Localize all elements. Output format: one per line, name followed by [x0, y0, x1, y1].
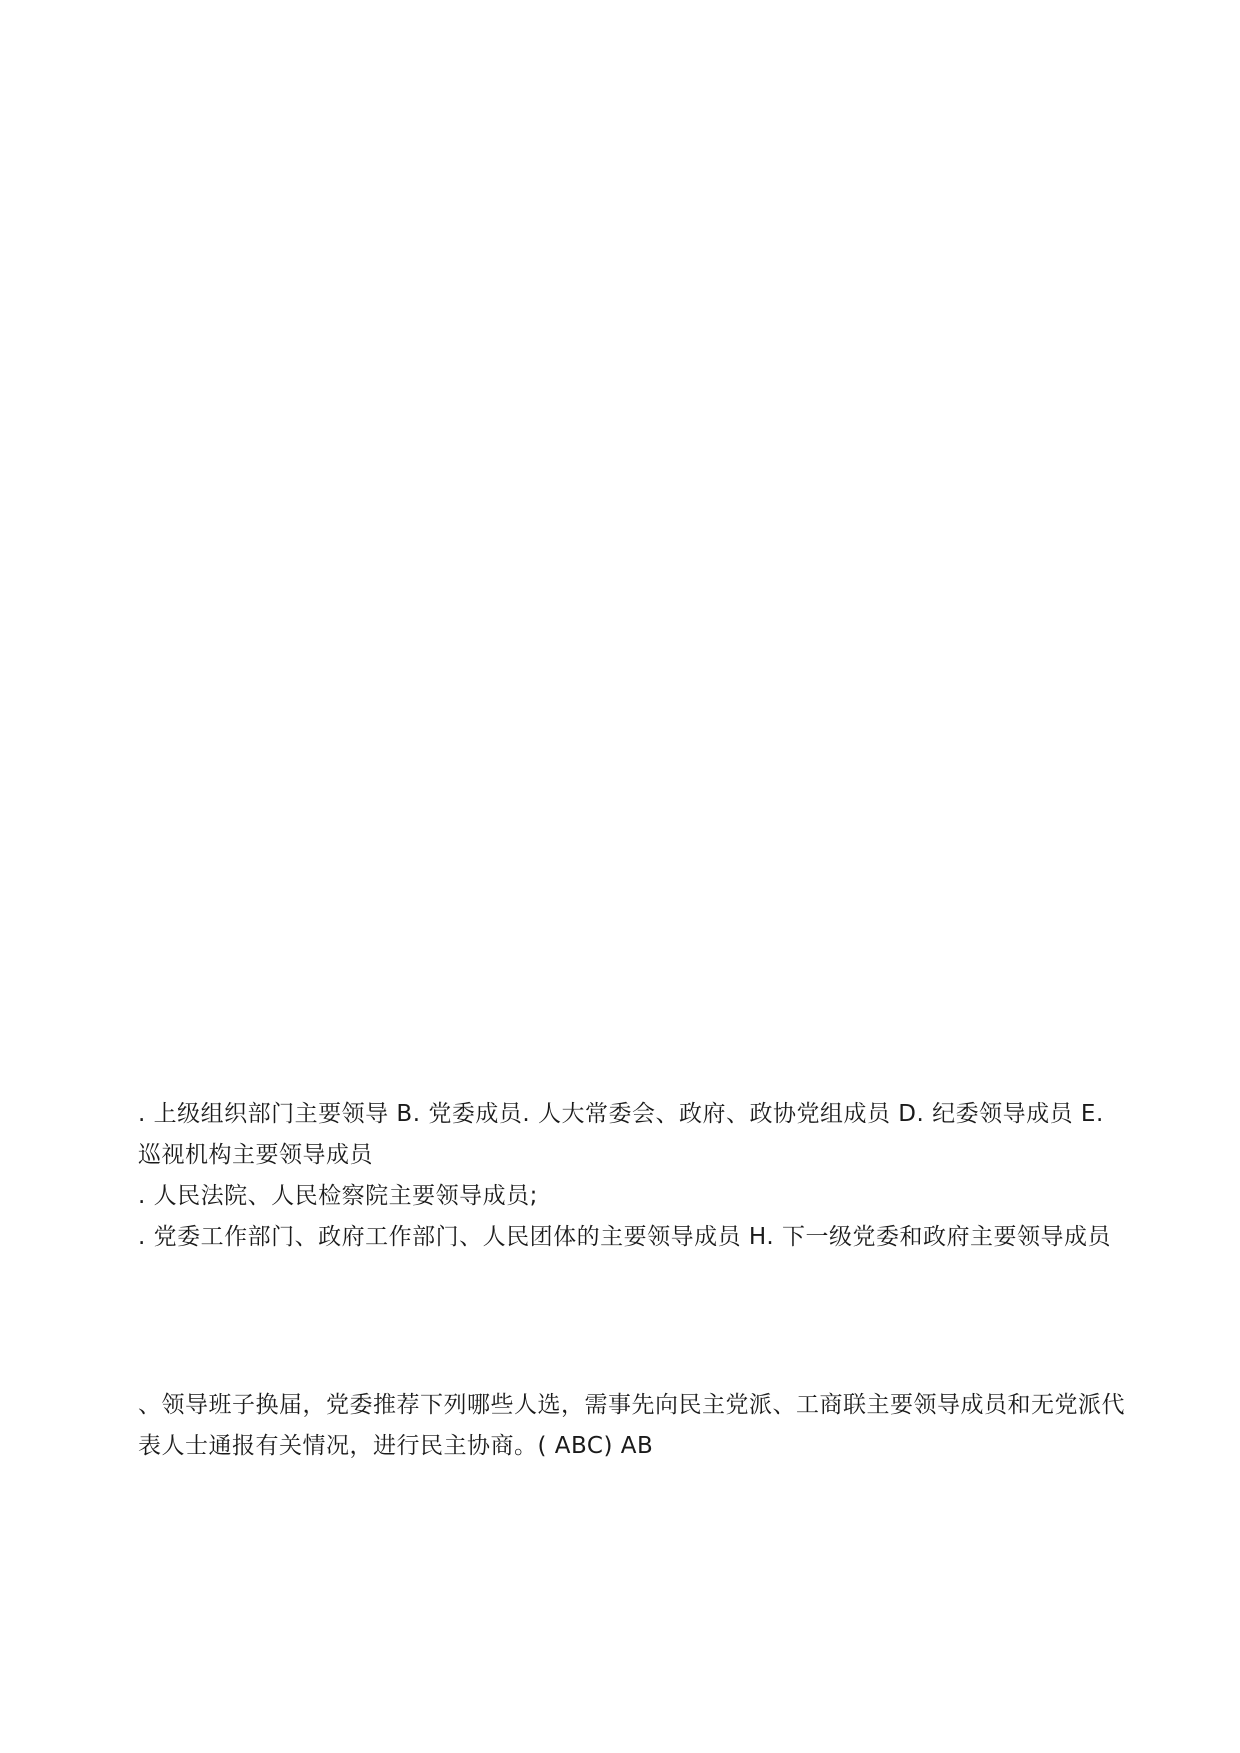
question-block	[138, 1385, 1128, 1467]
option-paragraph-1: . 上级组织部门主要领导 B. 党委成员. 人大常委会、政府、政协党组成员 D. 纪委领导成员 E. 巡视机构主要领导成员	[138, 1101, 1104, 1168]
option-paragraph-3: . 党委工作部门、政府工作部门、人民团体的主要领导成员 H. 下一级党委和政府主要领导成员	[138, 1224, 1111, 1250]
question-paragraph: 、领导班子换届，党委推荐下列哪些人选，需事先向民主党派、工商联主要领导成员和无党派代表人士通报有关情况，进行民主协商。( ABC) AB	[138, 1392, 1125, 1459]
question-options-block	[138, 1094, 1128, 1258]
option-paragraph-2: . 人民法院、人民检察院主要领导成员;	[138, 1183, 538, 1209]
